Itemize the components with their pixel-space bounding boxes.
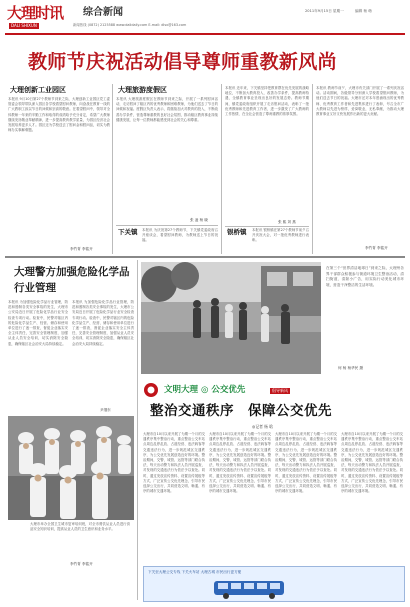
logo-pinyin: DALI SHIXUN <box>11 23 37 28</box>
main-headline: 教师节庆祝活动倡导尊师重教新风尚 <box>28 51 337 73</box>
masthead-rule <box>5 33 405 35</box>
masthead <box>5 4 405 34</box>
story-byline: 李竹青 李铭开 <box>70 247 93 251</box>
chef-photo-byline: 李竹青 李铭开 <box>70 562 93 566</box>
traffic-body-col4: 大理市自10月以来开展了为期一个月的交通秩序集中整治行动，重点整治公交车站点周边乱停乱放、占道经营、违法载客等交通违法行为，进一步规范城区交通秩序，为公交优先发展创造良好的环境。整治期间，交警、城管、运管等部门联合执法，每天出动警力和执法人员开展巡查，对发现的交通违法行为依法予以查处。同时，通过发放宣传资料、设置宣传展板等方式，广泛宣传公交优先理念，引导市民选择公交出行，共同营造文明、畅通、有序的城市交通环境。 <box>341 432 403 494</box>
story-body: 本报讯 9月10日第27个教师节到来之际，大理创新工业园区党工委管委会领导带队深入园区各学校看望慰问教师，向奋战在教育一线的广大教职工致以节日的问候和崇高的敬意。在看望慰问中，领导对全体教师一年来的辛勤工作和取得的成绩给予充分肯定，希望广大教师继续发扬敬业奉献精神，进一步提高教育教学质量，为园区经济社会发展培养更多人才。园区还为学校送去了慰问金和慰问品，切实为教师办实事解难题。 <box>8 97 110 133</box>
story-body: 本报讯 近年来，下关镇坚持把教育摆在优先发展的战略地位，不断加大教育投入，改善办学条件，提高教师待遇，全镇教育事业呈现出良好的发展态势。教师节期间，镇党委政府组织开展了走访慰问活动，表彰了一批优秀教师和先进教育工作者，进一步激发了广大教师的工作热情，在全社会营造了尊师重教的浓厚氛围。 <box>225 86 309 117</box>
traffic-headline: 整治交通秩序 保障公交优先 <box>150 403 332 419</box>
story-title: 大理旅游度假区 <box>118 86 167 94</box>
chef-scene-illustration <box>8 416 134 520</box>
issue-date: 2011年9月15日 星期一 <box>305 9 344 13</box>
police-body-left: 本报讯 为加强危险化学品行业管理，防范和遏制各类安全事故的发生，大理市公安局近日开展了危险化学品行业安全检查专项行动。检查中，民警对辖区内的危险化学品生产、经营、储存和使用单位进行了逐一排查，督促企业落实安全主体责任，完善安全管理制度，加强从业人员安全培训，切实消除安全隐患，确保辖区社会治安大局持续稳定。 <box>8 300 68 346</box>
story-body: 本报讯 教师节前夕，大理市有关部门开展了一系列庆祝活动。活动期间，各级领导分别深入学校看望慰问教师，为他们送去节日的祝福。大理市还对本年度涌现出的优秀教师、优秀教育工作者和先进集体进行了表彰，号召全市广大教师以先进为榜样，爱岗敬业，无私奉献，为推动大理教育事业又好又快发展作出新的更大贡献。 <box>316 86 404 117</box>
logo: 大理时讯 <box>7 4 64 22</box>
story-title: 银桥镇 <box>227 228 247 236</box>
story-byline: 李竹青 李铭开 <box>365 246 388 250</box>
bus-banner <box>143 566 405 602</box>
street-photo-caption: 在第三个“世界清洁地球日”到来之际，大理州各界干部群众积极参与街道环境卫生整治活动，清扫街道、清除小广告，用实际行动美化城市环境，营造干净整洁的生活环境。 <box>326 266 404 287</box>
police-headline: 大理警方加强危险化学品行业管理 <box>14 266 130 294</box>
story-byline: 张 熙 刘 燕 <box>278 220 296 224</box>
story-byline: 张 凌 杨 晓 <box>190 218 208 222</box>
story-title: 大理创新工业园区 <box>10 86 66 94</box>
street-photo-byline: 何 杨 杨华民 摄 <box>338 366 363 370</box>
chef-training-photo <box>8 416 134 520</box>
traffic-author: ◎记者 杨 晗 <box>252 424 273 429</box>
page-editor: 编辑 杨 萌 <box>355 9 372 13</box>
traffic-body-col3: 大理市自10月以来开展了为期一个月的交通秩序集中整治行动，重点整治公交车站点周边乱停乱放、占道经营、违法载客等交通违法行为，进一步规范城区交通秩序，为公交优先发展创造良好的环境。整治期间，交警、城管、运管等部门联合执法，每天出动警力和执法人员开展巡查，对发现的交通违法行为依法予以查处。同时，通过发放宣传资料、设置宣传展板等方式，广泛宣传公交优先理念，引导市民选择公交出行，共同营造文明、畅通、有序的城市交通环境。 <box>275 432 337 494</box>
police-body-right: 本报讯 为加强危险化学品行业管理，防范和遏制各类安全事故的发生，大理市公安局近日开展了危险化学品行业安全检查专项行动。检查中，民警对辖区内的危险化学品生产、经营、储存和使用单位进行了逐一排查，督促企业落实安全主体责任，完善安全管理制度，加强从业人员安全培训，切实消除安全隐患，确保辖区社会治安大局持续稳定。 <box>72 300 134 346</box>
contact-line: 新闻热线 (0872) 2125588 www.dalidaily.com E-mail: dlsx@163.com <box>73 23 187 27</box>
civilization-badge <box>143 382 165 398</box>
traffic-banner: 文明大理 ◎ 公交优先 <box>164 385 246 395</box>
story-body: 本报讯 为庆祝第27个教师节，下关镇党委政府召开座谈会，看望慰问教师，为教师送上节日的祝福。 <box>142 228 218 243</box>
police-byline: 尹继东 <box>100 408 111 412</box>
traffic-banner-tag: 倡导新风 <box>272 388 288 393</box>
street-cleaning-photo <box>141 262 321 374</box>
bus-banner-text: 下关至大理公交专线 下关火车站 大理古城 市民出行更方便 <box>148 570 242 574</box>
red-circle-icon <box>143 382 165 398</box>
story-title: 下关镇 <box>118 228 138 236</box>
street-scene-illustration <box>141 262 321 374</box>
story-body: 本报讯 银桥镇在第27个教师节前夕召开庆祝大会，对一批优秀教师进行表彰。 <box>252 228 309 243</box>
chef-photo-caption: 大理市举办全国卫生城市复审培训班，对全市餐饮从业人员进行食品安全知识培训，提高从业人员的卫生意识和业务水平。 <box>30 522 130 532</box>
story-body: 本报讯 大理旅游度假区在教师节到来之际，开展了一系列慰问活动，走访慰问了辖区内的优秀教师和困难教师，为他们送去了节日的问候和祝福。度假区负责人表示，将继续加大对教育的投入，不断改善办学条件，营造尊师重教的良好社会氛围，推动辖区教育事业持续健康发展，让每一位教师都能感受到社会的关心和尊重。 <box>116 97 218 122</box>
traffic-body-col1: 大理市自10月以来开展了为期一个月的交通秩序集中整治行动，重点整治公交车站点周边乱停乱放、占道经营、违法载客等交通违法行为，进一步规范城区交通秩序，为公交优先发展创造良好的环境。整治期间，交警、城管、运管等部门联合执法，每天出动警力和执法人员开展巡查，对发现的交通违法行为依法予以查处。同时，通过发放宣传资料、设置宣传展板等方式，广泛宣传公交优先理念，引导市民选择公交出行，共同营造文明、畅通、有序的城市交通环境。 <box>143 432 205 494</box>
section-title: 综合新闻 <box>83 7 123 18</box>
traffic-body-col2: 大理市自10月以来开展了为期一个月的交通秩序集中整治行动，重点整治公交车站点周边乱停乱放、占道经营、违法载客等交通违法行为，进一步规范城区交通秩序，为公交优先发展创造良好的环境。整治期间，交警、城管、运管等部门联合执法，每天出动警力和执法人员开展巡查，对发现的交通违法行为依法予以查处。同时，通过发放宣传资料、设置宣传展板等方式，广泛宣传公交优先理念，引导市民选择公交出行，共同营造文明、畅通、有序的城市交通环境。 <box>209 432 271 494</box>
